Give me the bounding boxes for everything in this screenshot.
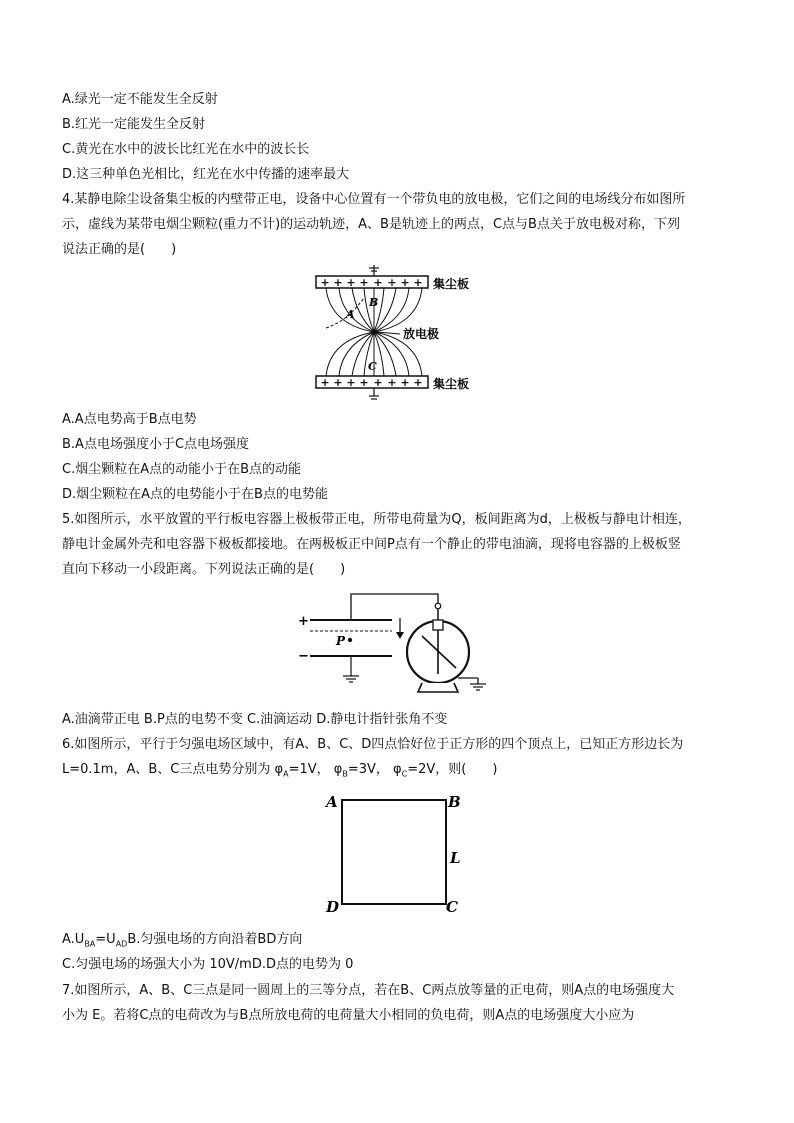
down-arrow-icon (396, 632, 404, 639)
q5-stem-line-1: 5.如图所示，水平放置的平行板电容器上极板带正电，所带电荷量为Q，板间距离为d，上极板与静电计相连， (62, 512, 691, 527)
q6-square-figure (322, 790, 472, 916)
square-abcd (342, 800, 446, 904)
q5-stem-line-3: 直向下移动一小段距离。下列说法正确的是( ) (62, 562, 346, 577)
plate-plus-sign: + (346, 376, 356, 389)
q4-option-c: C.烟尘颗粒在A点的动能小于在B点的动能 (62, 462, 302, 477)
plate-plus-sign: + (400, 276, 410, 289)
q3-option-b: B.红光一定能发生全反射 (62, 117, 206, 132)
q4-option-d: D.烟尘颗粒在A点的电势能小于在B点的电势能 (62, 487, 328, 502)
phi-b-value: =3V， φ (347, 762, 402, 777)
q6-option-a-u: A.U (62, 932, 85, 947)
plate-plus-sign: + (400, 376, 410, 389)
phi-b-subscript: B (342, 769, 348, 779)
vertex-a-label: A (326, 793, 338, 811)
side-length-label: L (450, 849, 461, 867)
upper-plus-sign: + (298, 614, 309, 629)
subscript-ad: AD (115, 939, 128, 949)
q3-option-d: D.这三种单色光相比，红光在水中传播的速率最大 (62, 167, 350, 182)
plate-plus-sign: + (387, 376, 397, 389)
q7-stem-line-1: 7.如图所示，A、B、C三点是同一圆周上的三等分点，若在B、C两点放等量的正电荷，则A点的电场强度大 (62, 983, 675, 998)
discharge-electrode (372, 330, 377, 335)
q4-stem-line-2: 示，虚线为某带电烟尘颗粒(重力不计)的运动轨迹，A、B是轨迹上的两点，C点与B点关于放电极对称，下列 (62, 217, 680, 232)
point-b-label: B (369, 296, 379, 309)
q3-option-c: C.黄光在水中的波长比红光在水中的波长长 (62, 142, 310, 157)
q6-option-b: B.匀强电场的方向沿着BD方向 (127, 932, 303, 947)
phi-a-value: =1V， φ (288, 762, 343, 777)
point-p-label: P (336, 634, 346, 648)
label-discharge-electrode: 放电极 (403, 327, 440, 341)
subscript-ba: BA (84, 939, 96, 949)
vertex-c-label: C (446, 898, 458, 916)
lower-minus-sign: − (298, 649, 309, 664)
q4-stem-line-1: 4.某静电除尘设备集尘板的内壁带正电，设备中心位置有一个带负电的放电极，它们之间的电场线分布如图所 (62, 192, 686, 207)
oil-droplet (348, 638, 352, 642)
plate-plus-sign: + (373, 376, 383, 389)
q6-options-line-1 (62, 931, 302, 954)
phi-c-subscript: C (401, 769, 408, 779)
q6-option-a-eq: =U (95, 932, 116, 947)
phi-c-value: =2V，则( ) (407, 762, 498, 777)
label-collector-bottom: 集尘板 (433, 377, 470, 391)
q6-stem-text: L=0.1m，A、B、C三点电势分别为 φ (62, 762, 284, 777)
ground-icon-capacitor (343, 656, 359, 682)
q7-stem-line-2: 小为 E。若将C点的电荷改为与B点所放电荷的电荷量大小相同的负电荷，则A点的电场强度大小应为 (62, 1008, 635, 1023)
phi-a-subscript: A (283, 769, 289, 779)
plate-plus-sign: + (346, 276, 356, 289)
plate-plus-sign: + (359, 376, 369, 389)
q6-stem-line-2 (62, 761, 497, 784)
plate-plus-sign: + (320, 276, 330, 289)
q4-option-b: B.A点电场强度小于C点电场强度 (62, 437, 250, 452)
q4-electrostatic-precipitator-figure (312, 262, 492, 400)
q3-option-a: A.绿光一定不能发生全反射 (62, 92, 218, 107)
electrometer (407, 620, 486, 692)
q5-options: A.油滴带正电 B.P点的电势不变 C.油滴运动 D.静电计指针张角不变 (62, 712, 448, 727)
ground-icon-top (369, 265, 379, 276)
plate-plus-sign: + (333, 276, 343, 289)
plate-plus-sign: + (373, 276, 383, 289)
plate-plus-sign: + (413, 376, 423, 389)
point-c-label: C (368, 360, 377, 373)
plate-plus-sign: + (413, 276, 423, 289)
vertex-b-label: B (448, 793, 461, 811)
label-collector-top: 集尘板 (433, 277, 470, 291)
q5-capacitor-electrometer-figure (294, 584, 504, 700)
plate-plus-sign: + (320, 376, 330, 389)
q6-options-line-2: C.匀强电场的场强大小为 10V/mD.D点的电势为 0 (62, 957, 354, 972)
plate-plus-sign: + (333, 376, 343, 389)
q4-option-a: A.A点电势高于B点电势 (62, 412, 197, 427)
plate-plus-sign: + (387, 276, 397, 289)
q5-stem-line-2: 静电计金属外壳和电容器下极板都接地。在两极板正中间P点有一个静止的带电油滴，现将电容器的上极板竖 (62, 537, 681, 552)
particle-trajectory (326, 298, 364, 328)
vertex-d-label: D (326, 898, 340, 916)
point-a-label: A (346, 308, 355, 321)
q4-stem-line-3: 说法正确的是( ) (62, 242, 177, 257)
plate-plus-sign: + (359, 276, 369, 289)
q6-stem-line-1: 6.如图所示，平行于匀强电场区域中，有A、B、C、D四点恰好位于正方形的四个顶点上，已知正方形边长为 (62, 737, 684, 752)
ground-icon-bottom (369, 388, 379, 399)
